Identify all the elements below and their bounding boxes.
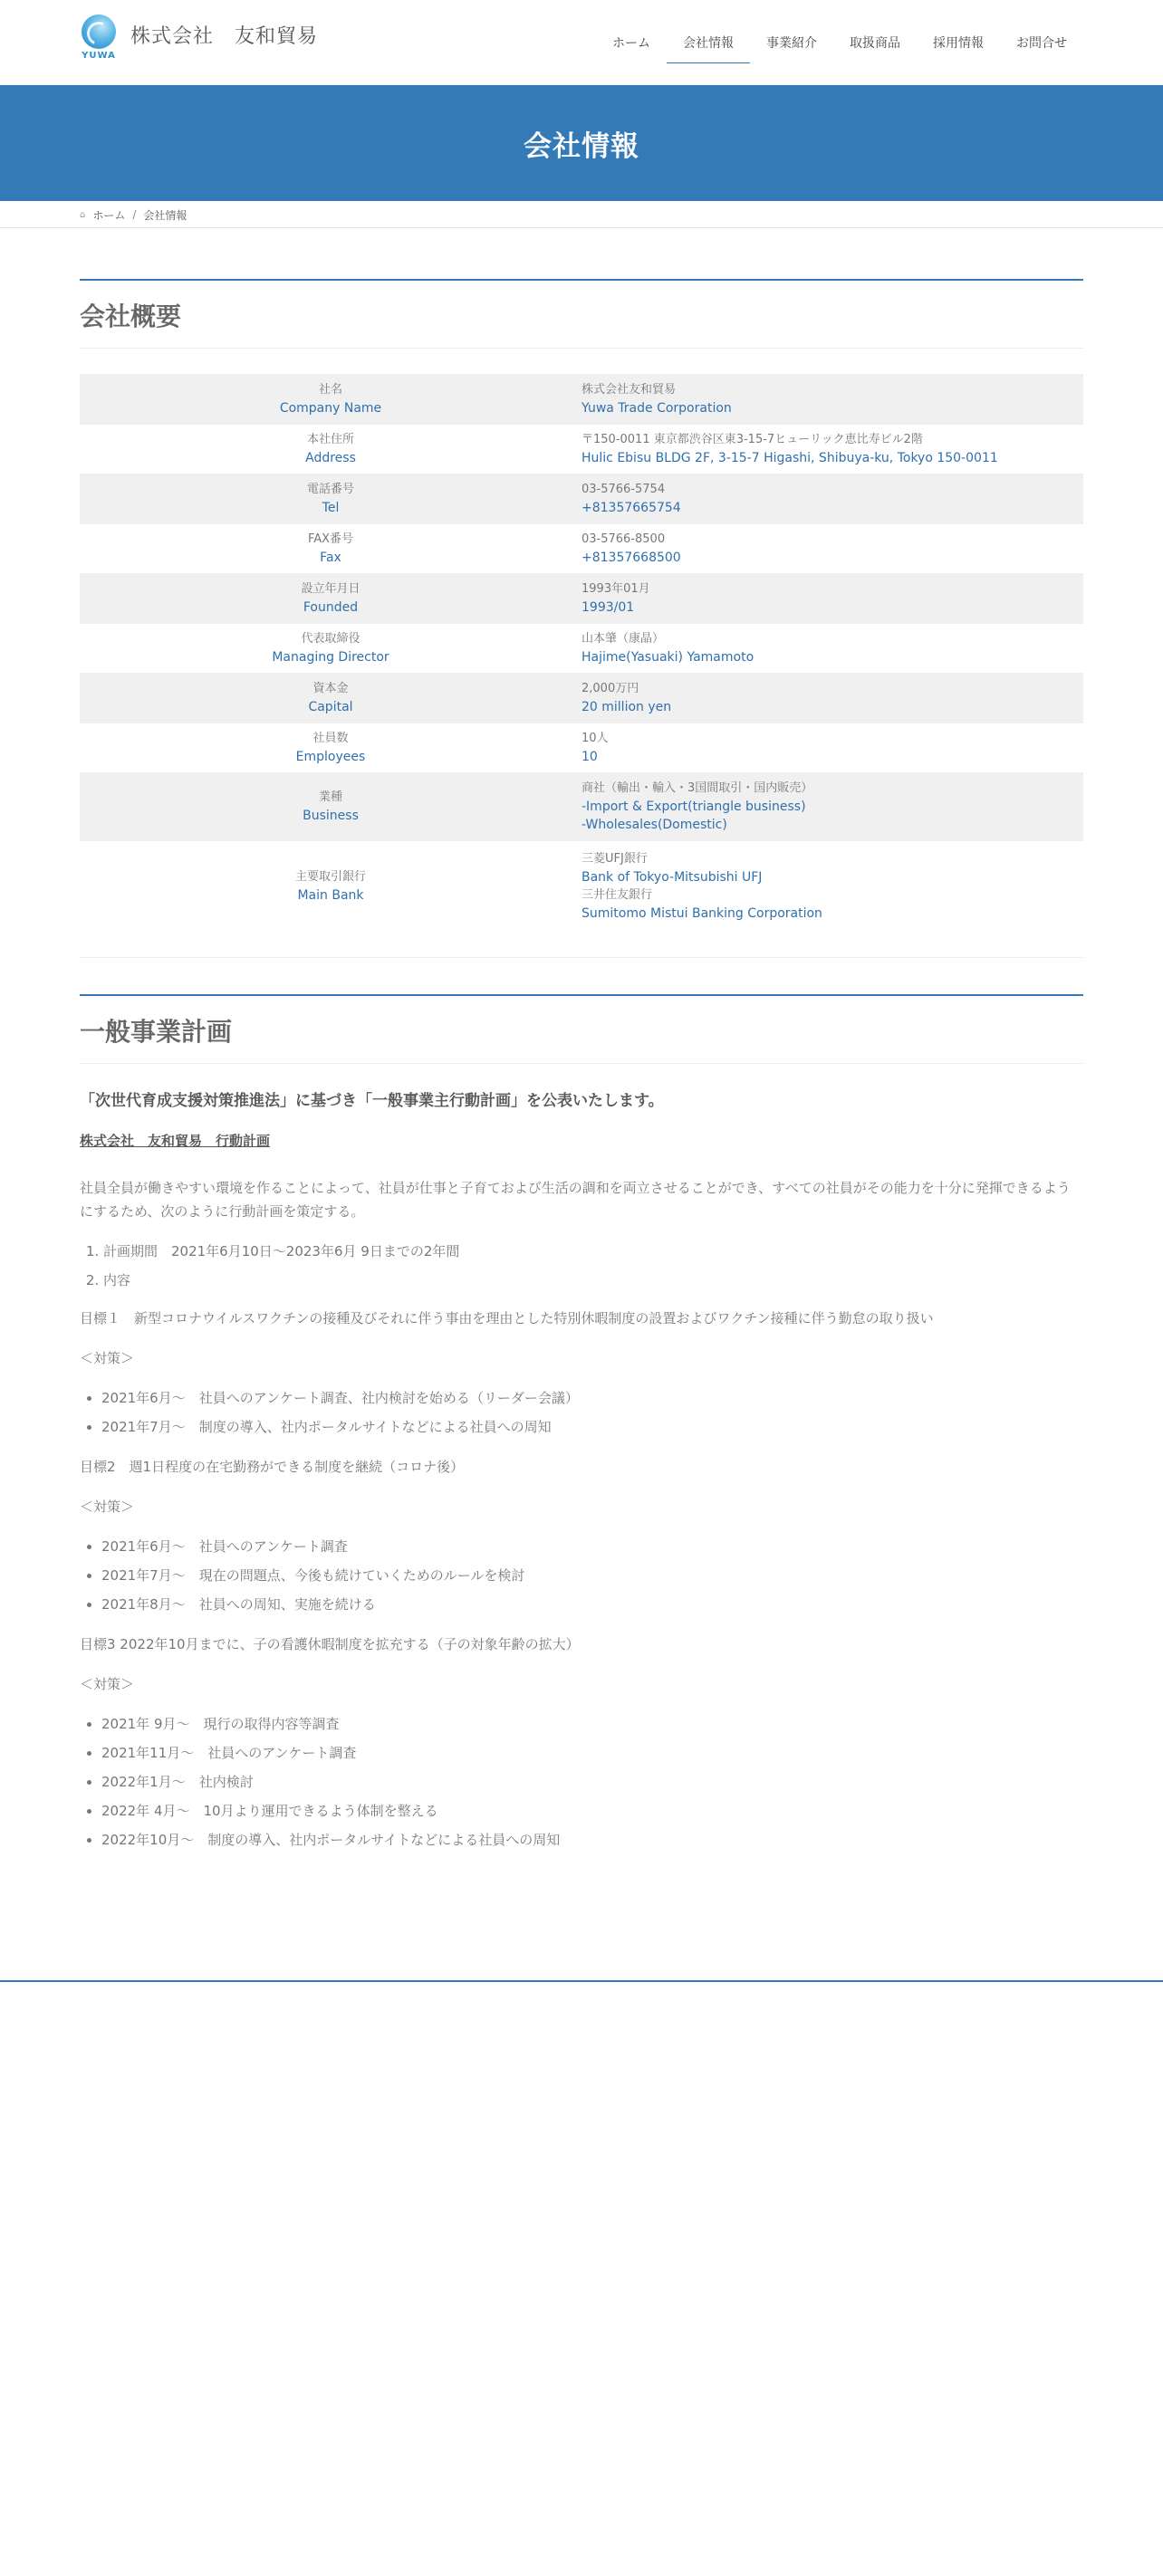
plan-lead: 「次世代育成支援対策推進法」に基づき「一般事業主行動計画」を公表いたします。: [80, 1092, 664, 1110]
nav-home[interactable]: ホーム: [612, 36, 650, 51]
plan-company-heading: 株式会社 友和貿易 行動計画: [80, 1133, 271, 1149]
plan-section: [80, 994, 1083, 1868]
row-value-ja: 03-5766-5754: [582, 483, 666, 496]
list-item: • 2021年7月〜 制度の導入、社内ポータルサイトなどによる社員への周知: [101, 1415, 1083, 1439]
list-item: • 2021年11月〜 社員へのアンケート調査: [101, 1741, 1083, 1765]
main-nav: [596, 0, 1083, 85]
list-item: • 2021年7月〜 現在の問題点、今後も続けていくためのルールを検討: [101, 1564, 1083, 1587]
table-row: [80, 673, 1083, 723]
row-label-en: Fax: [320, 551, 341, 565]
logo-mark-icon: [80, 14, 118, 67]
row-label-ja: FAX番号: [307, 532, 354, 546]
row-label-ja: 本社住所: [306, 433, 354, 446]
row-label-ja: 社名: [318, 383, 342, 397]
table-row: [80, 524, 1083, 573]
nav-products[interactable]: 取扱商品: [850, 36, 900, 51]
plan-title: 一般事業計画: [80, 994, 1083, 1064]
table-row: [80, 474, 1083, 524]
table-row: [80, 425, 1083, 474]
row-label-en: Main Bank: [297, 888, 364, 903]
row-value-en: +81357668500: [582, 551, 681, 565]
list-item: • 2021年8月〜 社員への周知、実施を続ける: [101, 1593, 1083, 1616]
row-label-en: Business: [303, 809, 359, 823]
goal-1-measures: [101, 1386, 1083, 1439]
table-row: [80, 573, 1083, 624]
row-label-en: Employees: [295, 750, 366, 764]
table-row: [80, 374, 1083, 425]
row-label-en: Capital: [308, 700, 353, 714]
overview-section: [80, 279, 1083, 958]
company-name: 株式会社 友和貿易: [130, 24, 319, 48]
row-label-ja: 主要取引銀行: [294, 870, 366, 884]
site-header: [0, 0, 1163, 85]
row-value-en: Yuwa Trade Corporation: [582, 401, 732, 416]
table-row: [80, 723, 1083, 772]
row-value-en: 1993/01: [582, 600, 635, 615]
list-item: • 2021年6月〜 社員へのアンケート調査、社内検討を始める（リーダー会議）: [101, 1386, 1083, 1410]
breadcrumb-separator: /: [132, 208, 137, 221]
row-value-ja: 商社（輸出・輸入・3国間取引・国内販売）: [582, 781, 813, 795]
list-item: • 2022年10月〜 制度の導入、社内ポータルサイトなどによる社員への周知: [101, 1828, 1083, 1852]
goal-2-measures: [101, 1535, 1083, 1616]
plan-numbered-list: [103, 1240, 1083, 1292]
row-value-ja: 2,000万円: [582, 682, 639, 695]
row-value-en: Hajime(Yasuaki) Yamamoto: [582, 650, 755, 665]
nav-company-info[interactable]: 会社情報: [667, 0, 750, 85]
nav-contact[interactable]: お問合せ: [1016, 36, 1067, 51]
overview-title: 会社概要: [80, 279, 1083, 349]
row-value-en: +81357665754: [582, 501, 681, 515]
company-info-table: [80, 374, 1083, 932]
table-row: [80, 772, 1083, 841]
list-item: 2. 内容: [103, 1269, 1083, 1292]
row-value-en: 10: [582, 750, 598, 764]
row-value-ja: 三井住友銀行: [582, 888, 653, 902]
goal-3: 目標3 2022年10月までに、子の看護休暇制度を拡充する（子の対象年齢の拡大）: [80, 1636, 580, 1652]
row-label-en: Managing Director: [272, 650, 389, 665]
list-item: • 2022年 4月〜 10月より運用できるよう体制を整える: [101, 1799, 1083, 1823]
row-value-ja: 三菱UFJ銀行: [582, 852, 648, 866]
measures-label: ＜対策＞: [80, 1676, 135, 1692]
row-value-ja: 10人: [582, 732, 609, 745]
row-value-ja: 〒150-0011 東京都渋谷区東3-15-7ヒューリック恵比寿ビル2階: [582, 433, 923, 446]
row-value-ja: 株式会社友和貿易: [582, 383, 677, 397]
row-label-ja: 電話番号: [306, 483, 354, 496]
row-label-en: Company Name: [279, 401, 382, 416]
row-label-ja: 設立年月日: [301, 582, 360, 596]
measures-label: ＜対策＞: [80, 1499, 135, 1515]
home-icon: ⌂: [80, 209, 86, 220]
row-value-en: Bank of Tokyo-Mitsubishi UFJ: [582, 870, 763, 885]
goal-3-measures: [101, 1712, 1083, 1852]
footer-divider: [0, 1980, 1163, 1982]
list-item: • 2022年1月〜 社内検討: [101, 1770, 1083, 1794]
row-value-ja: 03-5766-8500: [582, 532, 666, 546]
list-item: • 2021年 9月〜 現行の取得内容等調査: [101, 1712, 1083, 1736]
row-value-ja: 1993年01月: [582, 582, 650, 596]
section-divider: [80, 957, 1083, 958]
list-item: 1. 計画期間 2021年6月10日〜2023年6月 9日までの2年間: [103, 1240, 1083, 1263]
plan-body: [80, 1089, 1083, 1852]
nav-business[interactable]: 事業紹介: [766, 36, 817, 51]
logo-mark-text: YUWA: [82, 51, 116, 61]
breadcrumb-home-link[interactable]: ホーム: [92, 208, 126, 222]
row-label-en: Address: [305, 451, 356, 465]
row-label-en: Tel: [322, 501, 340, 515]
row-label-en: Founded: [303, 600, 359, 615]
row-value-en: Sumitomo Mistui Banking Corporation: [582, 906, 822, 921]
row-value-ja: 山本肇（康晶）: [582, 632, 665, 646]
breadcrumb-current: 会社情報: [143, 208, 187, 222]
list-item: • 2021年6月〜 社員へのアンケート調査: [101, 1535, 1083, 1558]
goal-2: 目標2 週1日程度の在宅勤務ができる制度を継続（コロナ後）: [80, 1459, 465, 1475]
page-title-band: [0, 85, 1163, 201]
row-value-en: -Import & Export(triangle business): [582, 800, 806, 814]
row-value-en: -Wholesales(Domestic): [582, 818, 727, 832]
page-title: 会社情報: [524, 129, 639, 163]
plan-intro: 社員全員が働きやすい環境を作ることによって、社員が仕事と子育ておよび生活の調和を両立させることができ、すべての社員がその能力を十分に発揮できるようにするため、次のように行動計画を策定する。: [80, 1180, 1071, 1220]
table-row: [80, 624, 1083, 673]
nav-recruit[interactable]: 採用情報: [933, 36, 984, 51]
breadcrumb: [0, 201, 1163, 228]
goal-1: 目標１ 新型コロナウイルスワクチンの接種及びそれに伴う事由を理由とした特別休暇制度の設置およびワクチン接種に伴う勤怠の取り扱い: [80, 1310, 934, 1326]
row-label-ja: 代表取締役: [301, 632, 360, 646]
row-value-en: 20 million yen: [582, 700, 672, 714]
row-value-en: Hulic Ebisu BLDG 2F, 3-15-7 Higashi, Shibuya-ku, Tokyo 150-0011: [582, 451, 998, 465]
row-label-ja: 社員数: [312, 732, 349, 745]
row-label-ja: 資本金: [312, 682, 349, 695]
table-row: [80, 841, 1083, 932]
site-logo[interactable]: [80, 14, 318, 67]
row-label-ja: 業種: [318, 790, 342, 804]
measures-label: ＜対策＞: [80, 1350, 135, 1366]
